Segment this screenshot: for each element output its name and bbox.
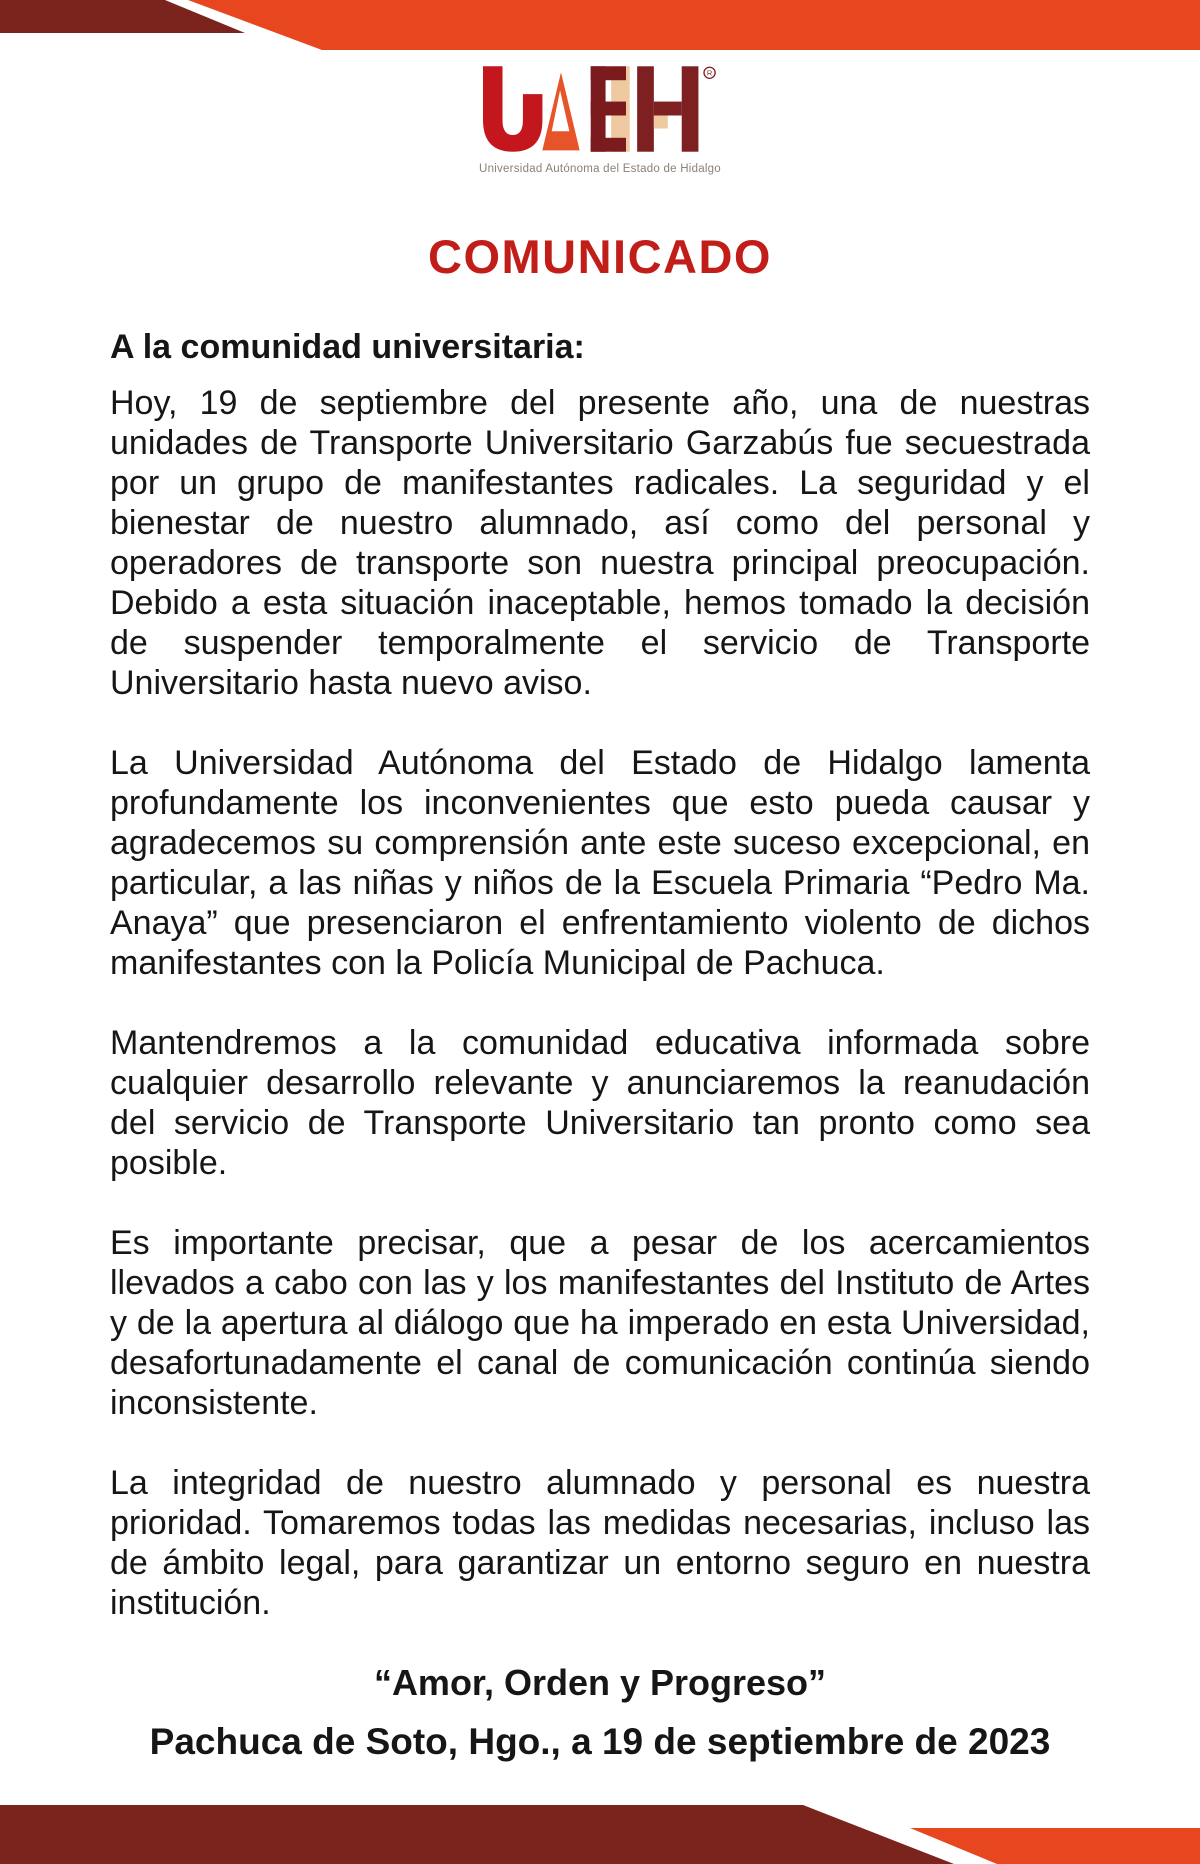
page-title: COMUNICADO: [428, 230, 772, 283]
paragraph-2: La Universidad Autónoma del Estado de Hidalgo lamenta profundamente los inconvenientes que esto pueda causar y agradecemos su comprensión ante este suceso excepcional, en particular, a las niñas y niños de la Escuela Primaria “Pedro Ma. Anaya” que presenciaron el enfrentamiento violento de dichos manifestantes con la Policía Municipal de Pachuca.: [110, 743, 1090, 982]
paragraph-1: Hoy, 19 de septiembre del presente año, una de nuestras unidades de Transporte Universitario Garzabús fue secuestrada por un grupo de manifestantes radicales. La seguridad y el bienestar de nuestro alumnado, así como del personal y operadores de transporte son nuestra principal preocupación. Debido a esta situación inaceptable, hemos tomado la decisión de suspender temporalmente el servicio de Transporte Universitario hasta nuevo aviso.: [110, 383, 1090, 702]
dateline: Pachuca de Soto, Hgo., a 19 de septiembre de 2023: [149, 1720, 1051, 1762]
paragraph-3: Mantendremos a la comunidad educativa informada sobre cualquier desarrollo relevante y anunciaremos la reanudación del servicio de Transporte Universitario tan pronto como sea posible.: [110, 1023, 1090, 1182]
registered-trademark-icon: [704, 67, 715, 78]
header-decoration: [0, 0, 1200, 52]
salutation: A la comunidad universitaria:: [110, 327, 585, 366]
logo-letter-e: [591, 66, 626, 151]
motto: “Amor, Orden y Progreso”: [373, 1661, 827, 1703]
footer-orange-stripe: [910, 1828, 1200, 1864]
logo-tagline: Universidad Autónoma del Estado de Hidalgo: [479, 163, 721, 175]
uaeh-logo: [0, 66, 1200, 175]
logo-letter-u: [483, 66, 542, 151]
paragraph-5: La integridad de nuestro alumnado y personal es nuestra prioridad. Tomaremos todas las medidas necesarias, incluso las de ámbito legal, para garantizar un entorno seguro en nuestra institución.: [110, 1463, 1090, 1622]
footer-decoration: [0, 1804, 1200, 1864]
logo-letter-h: [637, 66, 698, 151]
paragraph-4: Es importante precisar, que a pesar de los acercamientos llevados a cabo con las y los manifestantes del Instituto de Artes y de la apertura al diálogo que ha imperado en esta Universidad, desafortunadamente el canal de comunicación continúa siendo inconsistente.: [110, 1223, 1090, 1422]
document-body: [110, 327, 1090, 1762]
uaeh-logo-mark: [483, 66, 717, 152]
header-orange-stripe: [188, 0, 1200, 50]
svg-text:R: R: [706, 68, 713, 78]
footer-maroon-stripe: [0, 1805, 954, 1864]
